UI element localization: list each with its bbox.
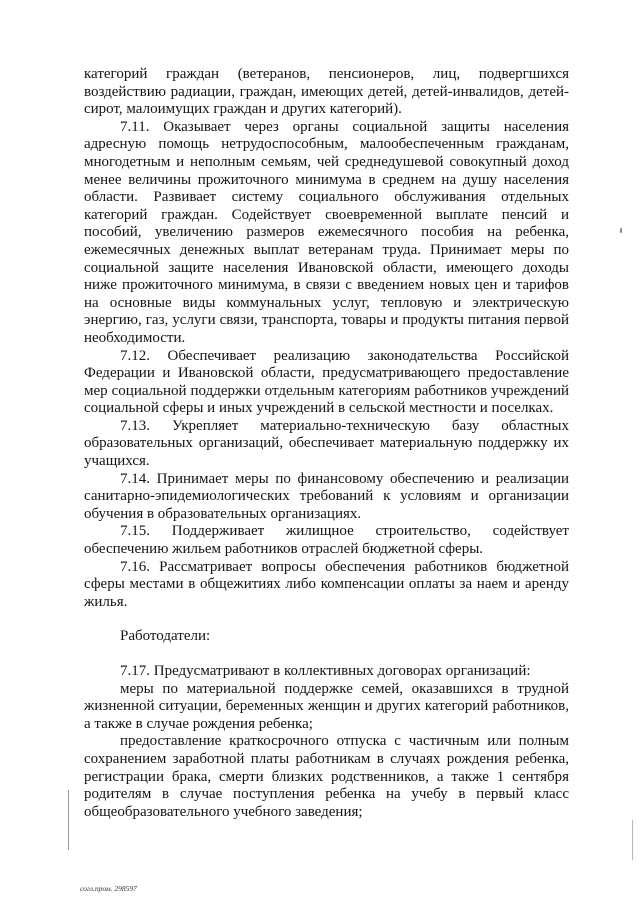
paragraph-7-12: 7.12. Обеспечивает реализацию законодательства Российской Федерации и Ивановской области, предусматривающего предоставление мер социальной поддержки отдельным категориям работников учреждений социальной сферы и иных учреждений в сельской местности и поселках. xyxy=(84,347,569,417)
paragraph-7-13: 7.13. Укрепляет материально-техническую базу областных образовательных организаций, обеспечивает материальную поддержку их учащихся. xyxy=(84,417,569,470)
section-heading-employers: Работодатели: xyxy=(120,628,211,645)
scan-artifact-line xyxy=(68,790,69,850)
scan-artifact-line xyxy=(632,820,633,860)
paragraph-7-17-item-2: предоставление краткосрочного отпуска с частичным или полным сохранением заработной платы работникам в случаях рождения ребенка, регистрации брака, смерти близких родственников, а также 1 сентября родителям в случае поступления ребенка на учебу в первый класс общеобразовательного учебного заведения; xyxy=(84,733,569,820)
paragraph-7-14: 7.14. Принимает меры по финансовому обеспечению и реализации санитарно-эпидемиологических требований к условиям и организации обучения в образовательных организациях. xyxy=(84,470,569,522)
paragraph-continuation: категорий граждан (ветеранов, пенсионеров, лиц, подвергшихся воздействию радиации, граждан, имеющих детей, детей-инвалидов, детей-сирот, малоимущих граждан и других категорий). xyxy=(84,66,569,118)
scan-speck xyxy=(620,228,622,233)
paragraph-7-17: 7.17. Предусматривают в коллективных договорах организаций: xyxy=(120,663,531,679)
paragraph-7-15: 7.15. Поддерживает жилищное строительство, содействует обеспечению жильем работников отраслей бюджетной сферы. xyxy=(84,523,569,558)
paragraph-7-17-item-1: меры по материальной поддержке семей, оказавшихся в трудной жизненной ситуации, беременных женщин и других категорий работников, а также в случае рождения ребенка; xyxy=(84,680,569,732)
paragraph-7-11: 7.11. Оказывает через органы социальной защиты населения адресную помощь нетрудоспособным, малообеспеченным гражданам, многодетным и неполным семьям, чей среднедушевой совокупный доход менее величины прожиточного минимума в среднем на душу населения области. Развивает систему социального обслуживания отдельных категорий граждан. Содействует своевременной выплате пенсий и пособий, увеличению размеров ежемесячного пособия на ребенка, ежемесячных денежных выплат ветеранам труда. Принимает меры по социальной защите населения Ивановской области, имеющего доходы ниже прожиточного минимума, в связи с введением новых цен и тарифов на основные виды коммунальных услуг, тепловую и электрическую энергию, газ, услуги связи, транспорта, товары и продукты питания первой необходимости. xyxy=(84,118,569,346)
footer-reference: согл.пром. 298597 xyxy=(80,884,137,893)
document-body xyxy=(84,66,569,821)
paragraph-7-16: 7.16. Рассматривает вопросы обеспечения работников бюджетной сферы местами в общежитиях либо компенсации оплаты за наем и аренду жилья. xyxy=(84,558,569,610)
